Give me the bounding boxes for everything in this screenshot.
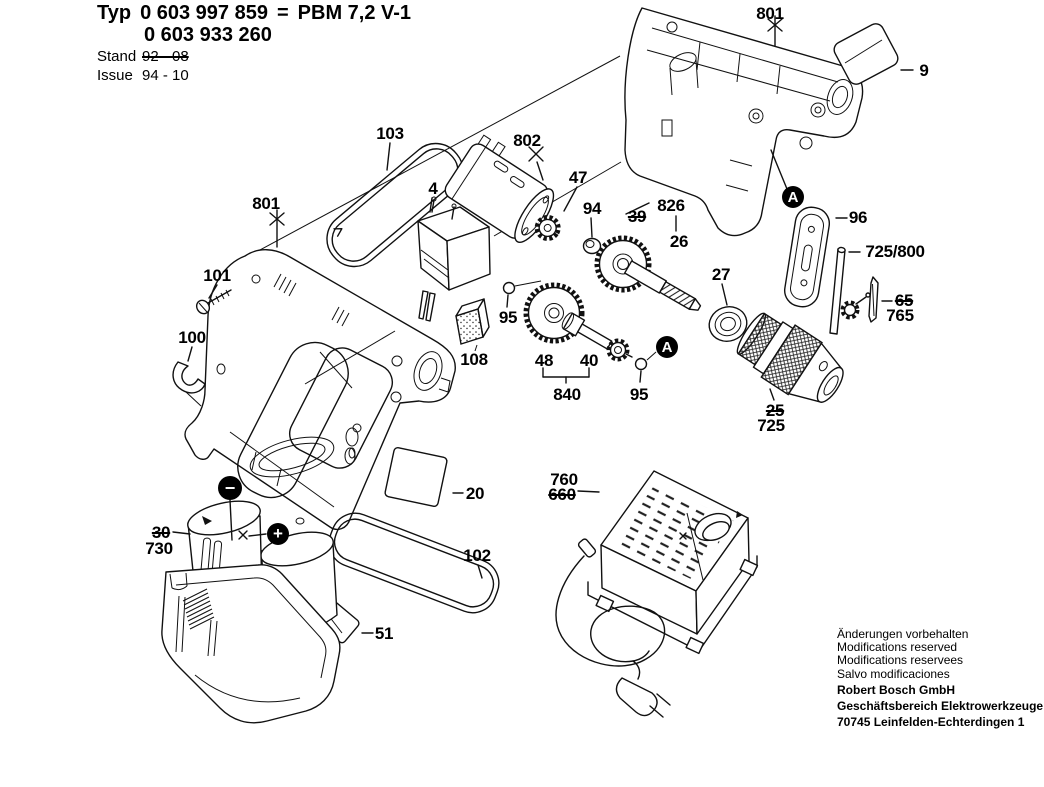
cover-plate-96 [782, 205, 831, 309]
footer-block [837, 628, 1043, 729]
part-label-39: 39 [627, 207, 647, 226]
equals-sign: = [276, 2, 289, 24]
detail-marker-a-housing: A [782, 186, 804, 208]
part-label-96: 96 [848, 208, 868, 227]
minus-terminal-marker: − [218, 476, 242, 500]
type-line [97, 3, 411, 23]
part-label-100: 100 [178, 328, 206, 347]
part-label-108: 108 [460, 350, 488, 369]
part-label-4: 4 [428, 179, 438, 198]
ball-95-right [636, 352, 657, 370]
part-label-660: 660 [548, 485, 576, 504]
part-label-48: 48 [534, 351, 554, 370]
part-label-30: 30 [151, 523, 171, 542]
part-label-730: 730 [145, 539, 173, 558]
plus-terminal-marker: + [267, 523, 289, 545]
part-label-27: 27 [711, 265, 731, 284]
note-es: Salvo modificaciones [837, 666, 950, 681]
spindle-26 [625, 261, 703, 314]
stand-label: Stand [97, 48, 137, 65]
spacer-94 [584, 239, 601, 254]
clip-100 [173, 362, 205, 406]
part-label-725-800: 725/800 [865, 242, 925, 261]
part-label-9: 9 [919, 61, 929, 80]
part-label-765: 765 [886, 306, 914, 325]
part-label-801-top: 801 [756, 4, 784, 23]
note-en: Modifications reserved [837, 640, 958, 655]
part-label-840: 840 [553, 385, 581, 404]
part-label-95-left: 95 [498, 308, 518, 327]
note-de: Änderungen vorbehalten [837, 627, 969, 641]
ball-95-left [504, 281, 542, 294]
chuck-key-725-800 [830, 247, 870, 334]
part-label-40: 40 [579, 351, 599, 370]
part-label-95-right: 95 [629, 385, 649, 404]
foam-block-108 [456, 299, 489, 351]
part-label-26: 26 [669, 232, 689, 251]
part-label-801-left: 801 [252, 194, 280, 213]
power-plug [616, 678, 670, 717]
part-label-51: 51 [374, 624, 394, 643]
part-label-101: 101 [203, 266, 231, 285]
charger-760 [577, 471, 757, 653]
stand-value: 92 - 08 [142, 48, 189, 65]
company-address: 70745 Leinfelden-Echterdingen 1 [837, 715, 1025, 730]
bit-765 [869, 277, 878, 322]
type-number-1: 0 603 997 859 [140, 2, 268, 24]
part-label-802: 802 [513, 131, 541, 150]
part-label-826: 826 [657, 196, 685, 215]
company-name: Robert Bosch GmbH [837, 682, 956, 697]
sticker-20 [384, 447, 447, 507]
part-label-25: 25 [765, 401, 785, 420]
note-fr: Modifications reservees [837, 653, 964, 668]
title-block [97, 3, 411, 83]
company-division: Geschäftsbereich Elektrowerkzeuge [837, 699, 1044, 714]
model-name: PBM 7,2 V-1 [297, 2, 412, 24]
part-label-760: 760 [550, 470, 578, 489]
stand-line [97, 49, 411, 64]
part-label-65: 65 [894, 291, 914, 310]
typ-label: Typ [97, 2, 132, 24]
part-label-102: 102 [463, 546, 491, 565]
issue-label: Issue [97, 67, 133, 84]
part-label-47: 47 [568, 168, 588, 187]
part-label-103: 103 [376, 124, 404, 143]
issue-value: 94 - 10 [142, 67, 189, 84]
part-label-94: 94 [582, 199, 602, 218]
part-label-725: 725 [757, 416, 785, 435]
detail-marker-a-gear: A [656, 336, 678, 358]
part-label-20: 20 [465, 484, 485, 503]
issue-line [97, 68, 411, 83]
type-number-2: 0 603 933 260 [144, 24, 272, 46]
